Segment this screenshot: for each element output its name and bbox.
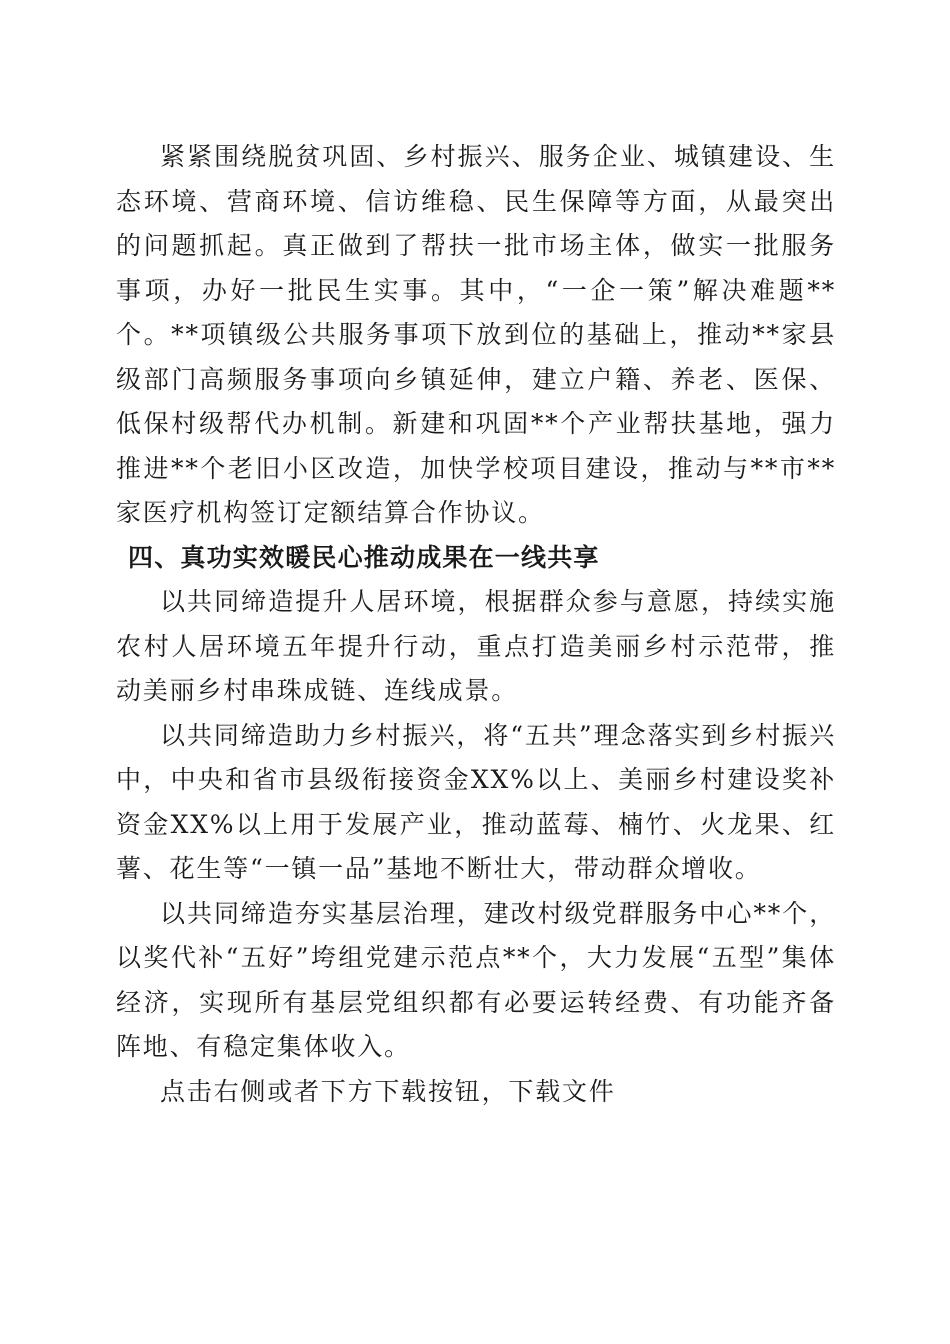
paragraph-download-note: 点击右侧或者下方下载按钮，下载文件 xyxy=(160,1076,616,1106)
section-heading: 四、真功实效暖民心推动成果在一线共享 xyxy=(128,542,600,572)
paragraph-rural-revitalization: 以共同缔造助力乡村振兴，将“五共”理念落实到乡村振兴中，中央和省市县级衔接资金XX%以上、美丽乡村建设奖补资金XX%以上用于发展产业，推动蓝莓、楠竹、火龙果、红薯、花生等“一镇一品”基地不断壮大，带动群众增收。 xyxy=(116,720,836,883)
paragraph-grassroots-governance: 以共同缔造夯实基层治理，建改村级党群服务中心**个，以奖代补“五好”垮组党建示范点**个，大力发展“五型”集体经济，实现所有基层党组织都有必要运转经费、有功能齐备阵地、有稳定集体收入。 xyxy=(116,898,836,1061)
paragraph-services: 紧紧围绕脱贫巩固、乡村振兴、服务企业、城镇建设、生态环境、营商环境、信访维稳、民生保障等方面，从最突出的问题抓起。真正做到了帮扶一批市场主体，做实一批服务事项，办好一批民生实事。其中，“一企一策”解决难题**个。**项镇级公共服务事项下放到位的基础上，推动**家县级部门高频服务事项向乡镇延伸，建立户籍、养老、医保、低保村级帮代办机制。新建和巩固**个产业帮扶基地，强力推进**个老旧小区改造，加快学校项目建设，推动与**市**家医疗机构签订定额结算合作协议。 xyxy=(116,142,836,527)
paragraph-living-environment: 以共同缔造提升人居环境，根据群众参与意愿，持续实施农村人居环境五年提升行动，重点打造美丽乡村示范带，推动美丽乡村串珠成链、连线成景。 xyxy=(116,587,836,705)
document-body xyxy=(116,135,836,1114)
